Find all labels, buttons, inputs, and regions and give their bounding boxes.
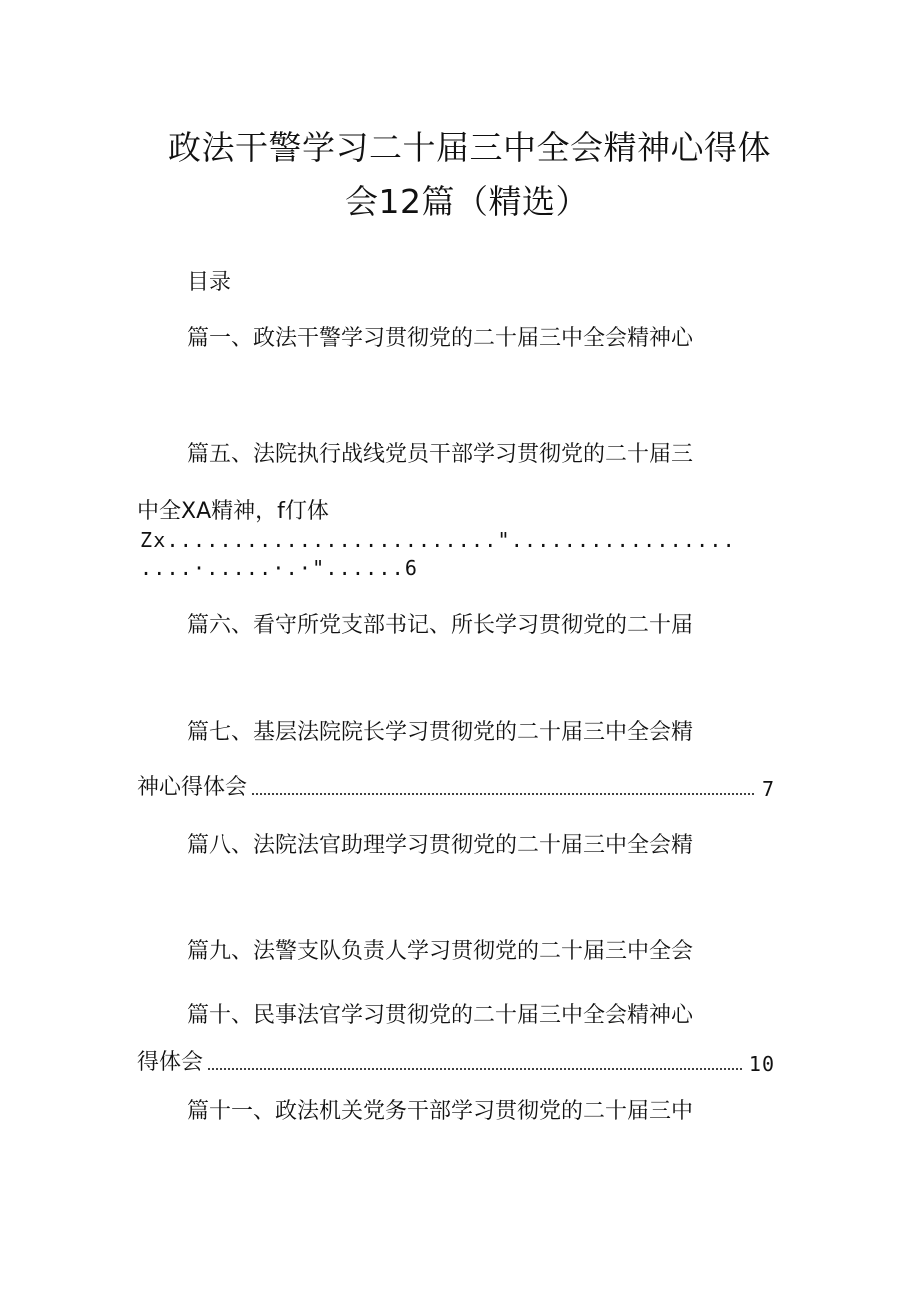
toc-entry-1[interactable]: 篇一、政法干警学习贯彻党的二十届三中全会精神心 (187, 326, 694, 351)
toc-entry-10-leader-row[interactable] (137, 1045, 775, 1076)
toc-entry-9[interactable]: 篇九、法警支队负责人学习贯彻党的二十届三中全会 (187, 939, 694, 964)
toc-entry-6[interactable]: 篇六、看守所党支部书记、所长学习贯彻党的二十届 (187, 613, 694, 638)
toc-entry-7-continuation: 神心得体会 (137, 775, 248, 800)
toc-heading: 目录 (187, 270, 232, 295)
toc-entry-10[interactable]: 篇十、民事法官学习贯彻党的二十届三中全会精神心 (187, 1003, 694, 1028)
document-title-line-2: 会12篇（精选） (345, 182, 589, 221)
toc-entry-10-continuation: 得体会 (137, 1050, 204, 1075)
dot-leader (207, 1068, 743, 1070)
toc-entry-7[interactable]: 篇七、基层法院院长学习贯彻党的二十届三中全会精 (187, 720, 694, 745)
toc-entry-5[interactable]: 篇五、法院执行战线党员干部学习贯彻党的二十届三 (187, 442, 694, 467)
toc-entry-5-garbled-leader-1: Zx........................."................. (140, 528, 736, 552)
toc-entry-7-leader-row[interactable] (137, 770, 775, 801)
toc-entry-5-continuation[interactable]: 中全XA精神，f仃体 (137, 499, 329, 524)
document-title-line-1: 政法干警学习二十届三中全会精神心得体 (168, 128, 771, 167)
toc-entry-10-page-number: 10 (748, 1052, 775, 1076)
toc-entry-11[interactable]: 篇十一、政法机关党务干部学习贯彻党的二十届三中 (187, 1099, 694, 1124)
dot-leader (251, 793, 756, 795)
toc-entry-7-page-number: 7 (761, 777, 775, 801)
toc-entry-8[interactable]: 篇八、法院法官助理学习贯彻党的二十届三中全会精 (187, 833, 694, 858)
toc-entry-5-garbled-leader-2: ....·.....·.·"......6 (140, 556, 419, 580)
